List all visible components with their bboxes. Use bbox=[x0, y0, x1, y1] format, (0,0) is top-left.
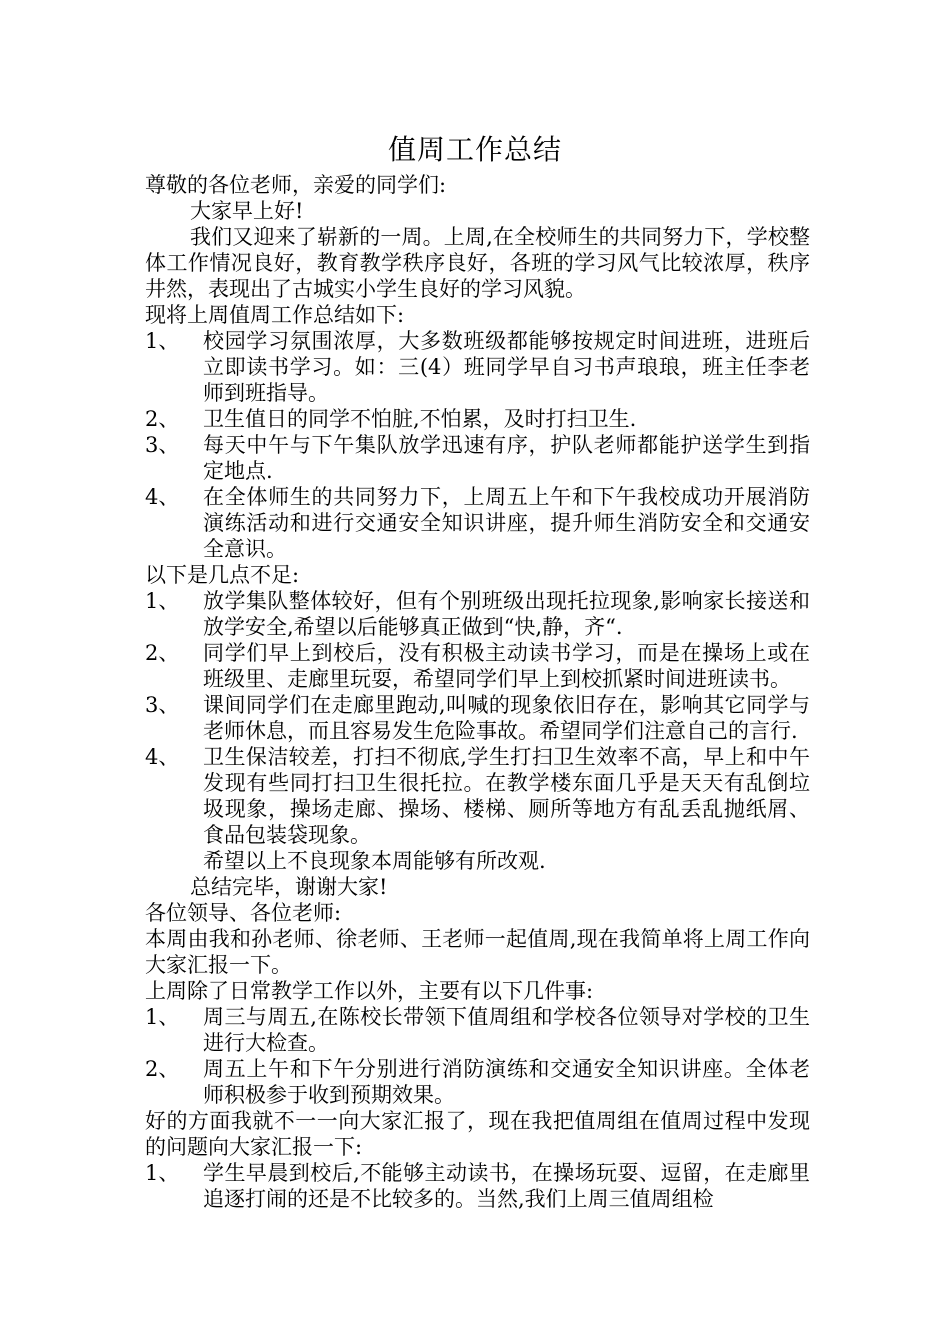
closing-line: 总结完毕，谢谢大家! bbox=[190, 875, 388, 899]
list-item bbox=[145, 1056, 810, 1108]
list-item-number: 2、 bbox=[145, 641, 180, 665]
list-item bbox=[145, 328, 810, 406]
list-item bbox=[145, 484, 810, 562]
problems-heading: 好的方面我就不一一向大家汇报了，现在我把值周组在值周过程中发现的问题向大家汇报一下: bbox=[145, 1109, 810, 1159]
list-item-text: 卫生值日的同学不怕脏,不怕累，及时打扫卫生. bbox=[203, 407, 637, 431]
list-item-number: 1、 bbox=[145, 1161, 180, 1185]
intro-paragraph: 我们又迎来了崭新的一周。上周,在全校师生的共同努力下，学校整体工作情况良好，教育教学秩序良好，各班的学习风气比较浓厚，秩序井然，表现出了古城实小学生良好的学习风貌。 bbox=[145, 225, 810, 301]
shortcomings-heading: 以下是几点不足: bbox=[145, 563, 300, 587]
second-greeting: 各位领导、各位老师: bbox=[145, 901, 342, 925]
list-item-number: 1、 bbox=[145, 1005, 180, 1029]
report-intro: 本周由我和孙老师、徐老师、王老师一起值周,现在我简单将上周工作向大家汇报一下。 bbox=[145, 927, 810, 977]
list-item-number: 3、 bbox=[145, 693, 180, 717]
list-item bbox=[145, 744, 810, 848]
list-item-number: 2、 bbox=[145, 407, 180, 431]
list-item bbox=[145, 432, 810, 484]
list-item bbox=[145, 406, 810, 432]
list-item bbox=[145, 1160, 810, 1212]
list-item bbox=[145, 1004, 810, 1056]
list-item-text: 在全体师生的共同努力下，上周五上午和下午我校成功开展消防演练活动和进行交通安全知识讲座，提升师生消防安全和交通安全意识。 bbox=[203, 485, 810, 561]
list-item bbox=[145, 692, 810, 744]
list-item-number: 1、 bbox=[145, 589, 180, 613]
greeting: 尊敬的各位老师，亲爱的同学们: bbox=[145, 173, 447, 197]
morning-greeting: 大家早上好! bbox=[190, 199, 304, 223]
list-item-text: 学生早晨到校后,不能够主动读书，在操场玩耍、逗留，在走廊里追逐打闹的还是不比较多的。当然,我们上周三值周组检 bbox=[203, 1161, 810, 1211]
list-item-text: 校园学习氛围浓厚，大多数班级都能够按规定时间进班，进班后立即读书学习。如：三(4）班同学早自习书声琅琅，班主任李老师到班指导。 bbox=[203, 329, 810, 405]
list-item-text: 同学们早上到校后，没有积极主动读书学习，而是在操场上或在班级里、走廊里玩耍，希望同学们早上到校抓紧时间进班读书。 bbox=[203, 641, 810, 691]
list-item-text: 周五上午和下午分别进行消防演练和交通安全知识讲座。全体老师积极参于收到预期效果。 bbox=[203, 1057, 810, 1107]
list-item-number: 3、 bbox=[145, 433, 180, 457]
list-item-text: 放学集队整体较好，但有个别班级出现托拉现象,影响家长接送和放学安全,希望以后能够真正做到“快,静，齐“. bbox=[203, 589, 810, 639]
list-item-number: 4、 bbox=[145, 485, 180, 509]
list-item-number: 2、 bbox=[145, 1057, 180, 1081]
list-item bbox=[145, 640, 810, 692]
list-item bbox=[145, 588, 810, 640]
hope-line: 希望以上不良现象本周能够有所改观. bbox=[203, 849, 546, 873]
list-item-text: 每天中午与下午集队放学迅速有序，护队老师都能护送学生到指定地点. bbox=[203, 433, 810, 483]
list-item-text: 课间同学们在走廊里跑动,叫喊的现象依旧存在，影响其它同学与老师休息，而且容易发生危险事故。希望同学们注意自己的言行. bbox=[203, 693, 810, 743]
list-item-number: 1、 bbox=[145, 329, 180, 353]
list-item-text: 卫生保洁较差，打扫不彻底,学生打扫卫生效率不高，早上和中午发现有些同打扫卫生很托拉。在教学楼东面几乎是天天有乱倒垃圾现象，操场走廊、操场、楼梯、厕所等地方有乱丢乱抛纸屑、食品包装袋现象。 bbox=[203, 745, 810, 847]
events-heading: 上周除了日常教学工作以外，主要有以下几件事: bbox=[145, 979, 594, 1003]
list-item-text: 周三与周五,在陈校长带领下值周组和学校各位领导对学校的卫生进行大检查。 bbox=[203, 1005, 810, 1055]
list-item-number: 4、 bbox=[145, 745, 180, 769]
document-body bbox=[145, 172, 810, 1212]
page-title: 值周工作总结 bbox=[387, 133, 562, 166]
summary-heading: 现将上周值周工作总结如下: bbox=[145, 303, 405, 327]
